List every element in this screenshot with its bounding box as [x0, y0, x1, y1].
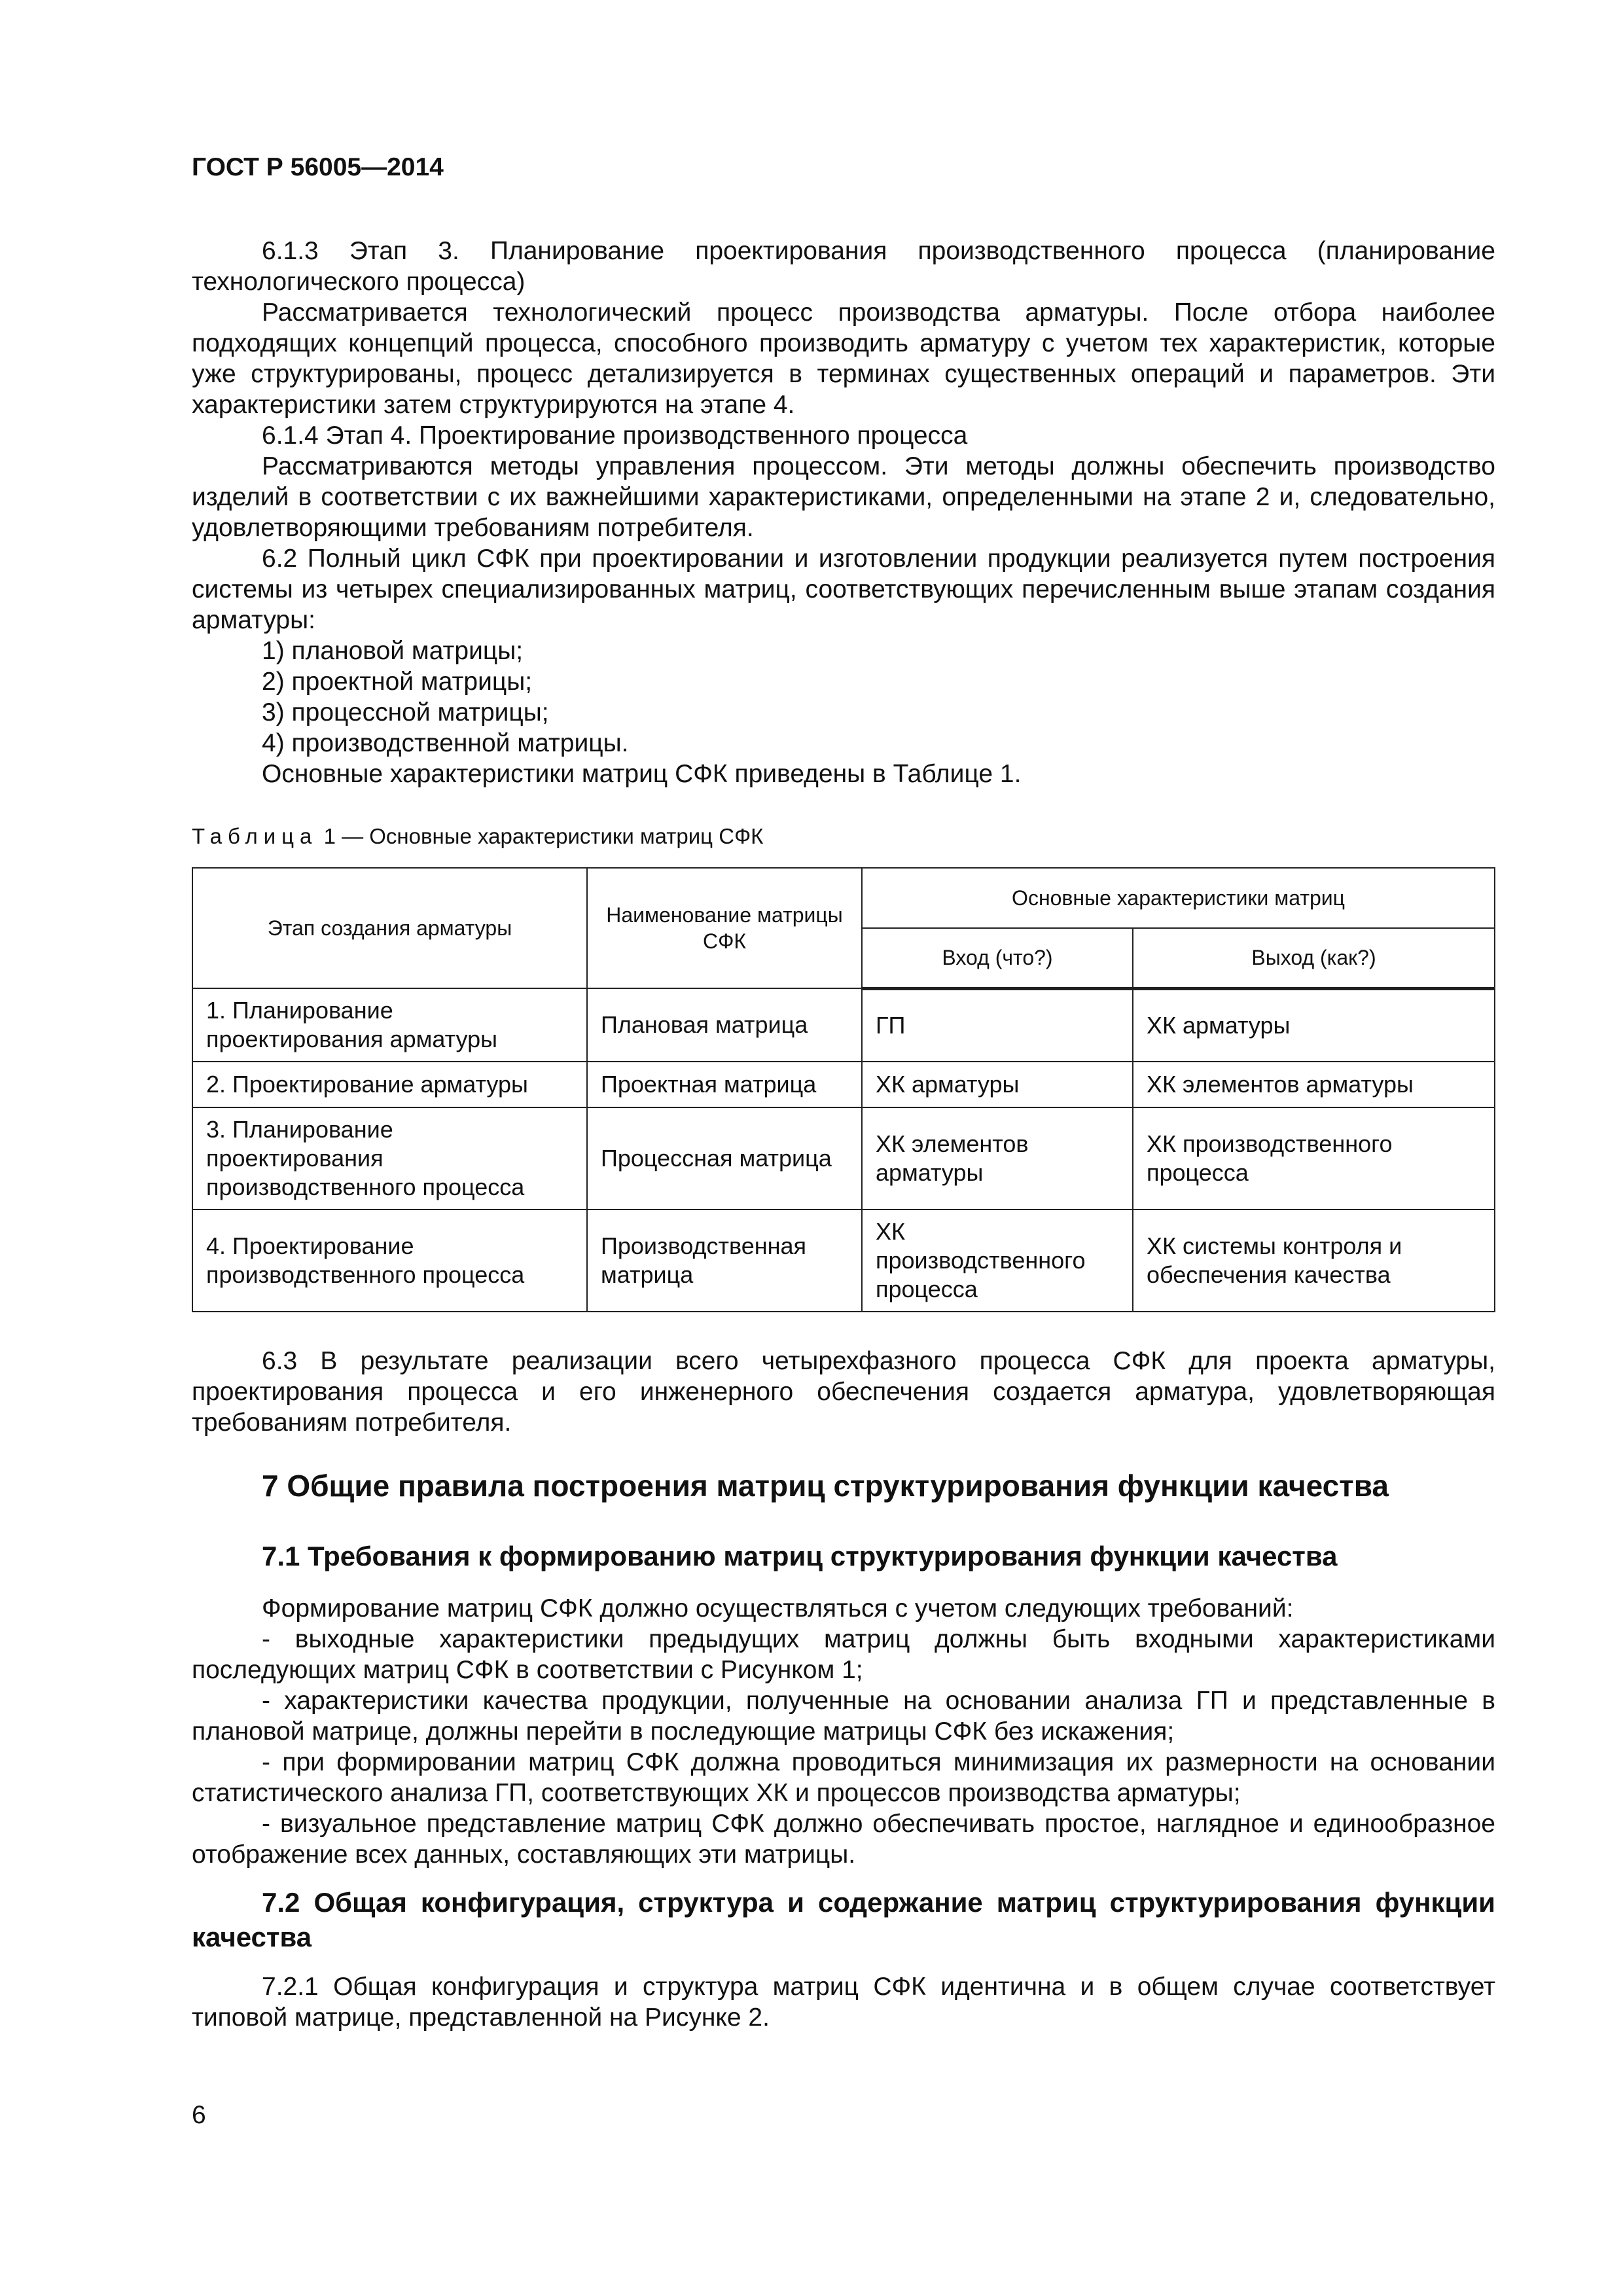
cell-input: ХК арматуры — [862, 1062, 1133, 1107]
paragraph-7-1-intro: Формирование матриц СФК должно осуществляться с учетом следующих требований: — [262, 1594, 1294, 1623]
paragraph-6-1-3-body: Рассматривается технологический процесс производства арматуры. После отбора наиболее подходящих концепций процесса, способного производить арматуру с учетом тех характеристик, которые уже структурированы, процесс детализируется в терминах существенных операций и параметров. Эти характеристики затем структурируются на этапе 4. — [192, 298, 1495, 419]
cell-matrix-name: Плановая матрица — [587, 988, 862, 1062]
cell-matrix-name: Проектная матрица — [587, 1062, 862, 1107]
cell-stage: 4. Проектирование производственного процесса — [192, 1210, 587, 1312]
paragraph-6-3-block — [192, 1346, 1495, 1438]
cell-output: ХК производственного процесса — [1133, 1107, 1495, 1210]
table-reference: Основные характеристики матриц СФК приведены в Таблице 1. — [262, 760, 1022, 788]
section-7-1-text — [192, 1593, 1495, 1870]
header-stage: Этап создания арматуры — [192, 868, 587, 988]
cell-input: ХК элементов арматуры — [862, 1107, 1133, 1210]
header-output: Выход (как?) — [1133, 928, 1495, 988]
paragraph-6-1-4: 6.1.4 Этап 4. Проектирование производственного процесса — [262, 422, 968, 450]
requirement-item: - характеристики качества продукции, полученные на основании анализа ГП и представленные в плановой матрице, должны перейти в последующие матрицы СФК без искажения; — [192, 1687, 1495, 1746]
page-number: 6 — [192, 2101, 206, 2129]
table-row — [192, 1107, 1495, 1210]
paragraph-6-1-3: 6.1.3 Этап 3. Планирование проектирования производственного процесса (планирование технологического процесса) — [192, 237, 1495, 296]
cell-matrix-name: Производственная матрица — [587, 1210, 862, 1312]
cell-stage: 1. Планирование проектирования арматуры — [192, 988, 587, 1062]
cell-input: ХК производственного процесса — [862, 1210, 1133, 1312]
table-row — [192, 1210, 1495, 1312]
cell-stage: 2. Проектирование арматуры — [192, 1062, 587, 1107]
list-item: 1) плановой матрицы; — [262, 637, 524, 665]
requirement-item: - выходные характеристики предыдущих матриц должны быть входными характеристиками последующих матриц СФК в соответствии с Рисунком 1; — [192, 1625, 1495, 1684]
table-caption — [192, 823, 763, 850]
table-caption-title: — Основные характеристики матриц СФК — [342, 824, 764, 848]
paragraph-6-3: 6.3 В результате реализации всего четырехфазного процесса СФК для проекта арматуры, проектирования процесса и его инженерного обеспечения создается арматура, удовлетворяющая требованиям потребителя. — [192, 1347, 1495, 1437]
list-item: 3) процессной матрицы; — [262, 698, 549, 726]
cell-stage: 3. Планирование проектирования производственного процесса — [192, 1107, 587, 1210]
paragraph-7-2-1: 7.2.1 Общая конфигурация и структура матриц СФК идентична и в общем случае соответствует типовой матрице, представленной на Рисунке 2. — [192, 1973, 1495, 2032]
table-row — [192, 988, 1495, 1062]
section-7-heading: 7 Общие правила построения матриц структурирования функции качества — [262, 1469, 1389, 1503]
paragraph-6-2: 6.2 Полный цикл СФК при проектировании и изготовлении продукции реализуется путем построения системы из четырех специализированных матриц, соответствующих перечисленным выше этапам создания арматуры: — [192, 545, 1495, 634]
matrices-table — [192, 867, 1495, 1312]
cell-input: ГП — [862, 988, 1133, 1062]
requirement-item: - при формировании матриц СФК должна проводиться минимизация их размерности на основании статистического анализа ГП, соответствующих ХК и процессов производства арматуры; — [192, 1748, 1495, 1807]
cell-output: ХК системы контроля и обеспечения качества — [1133, 1210, 1495, 1312]
table-row — [192, 1062, 1495, 1107]
header-input: Вход (что?) — [862, 928, 1133, 988]
list-item: 2) проектной матрицы; — [262, 668, 533, 696]
cell-matrix-name: Процессная матрица — [587, 1107, 862, 1210]
header-main-characteristics: Основные характеристики матриц — [862, 868, 1495, 928]
paragraph-6-1-4-body: Рассматриваются методы управления процессом. Эти методы должны обеспечить производство изделий в соответствии с их важнейшими характеристиками, определенными на этапе 2 и, следовательно, удовлетворяющими требованиям потребителя. — [192, 452, 1495, 542]
section-7-2-text — [192, 1971, 1495, 2033]
section-6-text — [192, 236, 1495, 789]
table-caption-number: 1 — [323, 824, 336, 848]
cell-output: ХК элементов арматуры — [1133, 1062, 1495, 1107]
requirement-item: - визуальное представление матриц СФК должно обеспечивать простое, наглядное и единообразное отображение всех данных, составляющих эти матрицы. — [192, 1810, 1495, 1869]
table-caption-label: Таблица — [192, 824, 318, 848]
section-7-2-heading: 7.2 Общая конфигурация, структура и содержание матриц структурирования функции качества — [192, 1887, 1495, 1952]
section-7-1-heading: 7.1 Требования к формированию матриц структурирования функции качества — [262, 1541, 1338, 1571]
cell-output: ХК арматуры — [1133, 988, 1495, 1062]
list-item: 4) производственной матрицы. — [262, 729, 629, 757]
header-matrix-name: Наименование матрицы СФК — [587, 868, 862, 988]
document-header: ГОСТ Р 56005—2014 — [192, 153, 444, 181]
